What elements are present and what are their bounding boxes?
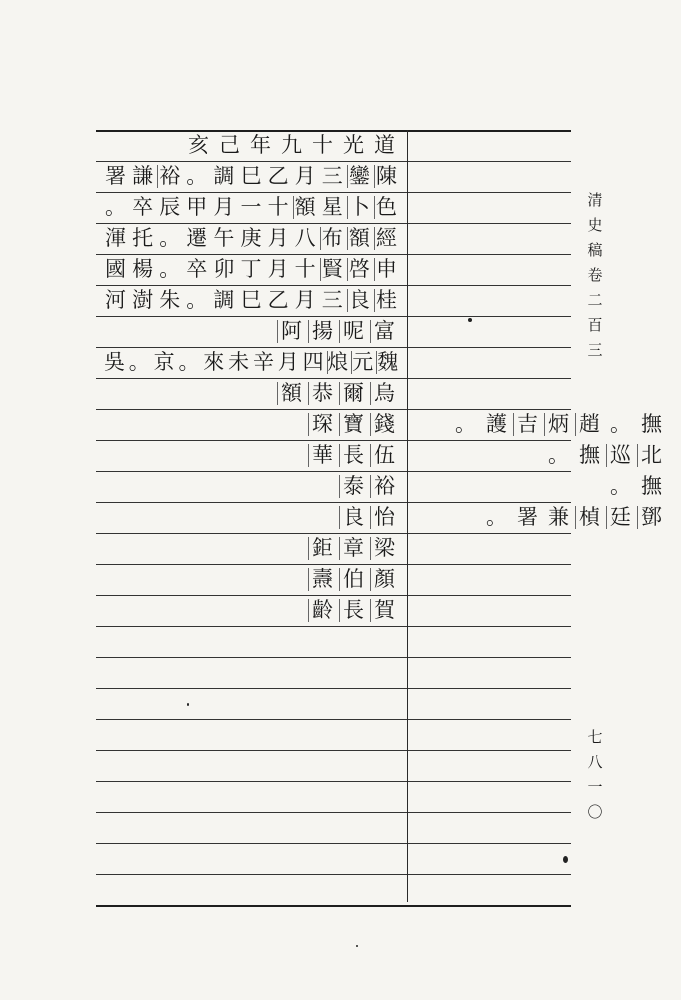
table-cell-char: 國 [105, 257, 127, 281]
table-cell-char: 。 [105, 195, 127, 219]
right-cell [414, 316, 667, 347]
row-divider [96, 812, 571, 813]
table-cell-char: 炳 [543, 409, 574, 440]
table-cell-char: 裕 [156, 161, 183, 192]
table-cell-char: 。 [455, 412, 476, 436]
table-cell-char: 趙 [574, 409, 605, 440]
table-cell-char: 啓 [346, 254, 373, 285]
left-cell [102, 533, 400, 564]
table-cell-char: 良 [338, 502, 369, 533]
table-row [96, 533, 571, 564]
table-row [96, 130, 571, 161]
table-cell-char: 烏 [369, 378, 400, 409]
table-cell-char: 十 [267, 195, 289, 219]
right-cell [414, 409, 667, 440]
row-divider [96, 843, 571, 844]
table-cell-char: 月 [267, 257, 289, 281]
left-cell [102, 254, 400, 285]
table-cell-char: 己 [219, 133, 240, 157]
table-row [96, 285, 571, 316]
table-cell-char: 申 [373, 254, 400, 285]
left-cell [102, 223, 400, 254]
table-cell-char: 月 [213, 195, 235, 219]
table-cell-char: 陳 [373, 161, 400, 192]
table-cell-char: 元 [350, 347, 375, 378]
table-cell-char: 廷 [605, 502, 636, 533]
row-divider [96, 781, 571, 782]
table-cell-char: 澍 [132, 288, 154, 312]
table-cell-char: 長 [338, 440, 369, 471]
table-cell-char: 錢 [369, 409, 400, 440]
ink-speck [468, 318, 472, 322]
table-row [96, 595, 571, 626]
table-cell-char: 四 [302, 350, 324, 374]
table-cell-char: 托 [132, 226, 154, 250]
table-cell-char: 。 [486, 505, 507, 529]
table-cell-char: 。 [128, 350, 150, 374]
table-cell-char: 吉 [512, 409, 543, 440]
table-cell-char: 十 [294, 257, 316, 281]
side-title-char: 史 [587, 216, 603, 234]
ink-speck [356, 945, 358, 947]
table-cell-char: 道 [374, 133, 395, 157]
ink-speck [563, 856, 568, 863]
table-cell-char: 庚 [240, 226, 262, 250]
right-cell [414, 285, 667, 316]
right-cell [414, 347, 667, 378]
right-cell [414, 595, 667, 626]
page-number-char: 八 [587, 753, 603, 771]
table-cell-char: 額 [346, 223, 373, 254]
table-cell-char: 伯 [338, 564, 369, 595]
table-cell-char: 伍 [369, 440, 400, 471]
table-row [96, 409, 662, 440]
side-title-char: 百 [587, 316, 603, 334]
table-cell-char: 華 [307, 440, 338, 471]
table-cell-char: 乙 [267, 164, 289, 188]
table-cell-char: 八 [294, 226, 316, 250]
table-cell-char: 齡 [307, 595, 338, 626]
table-cell-char: 桂 [373, 285, 400, 316]
table-cell-char: 渾 [105, 226, 127, 250]
table-cell-char: 。 [186, 164, 208, 188]
table-row [96, 471, 662, 502]
table-cell-char: 。 [610, 474, 631, 498]
table-cell-char: 巡 [605, 440, 636, 471]
table-cell-char: 卯 [213, 257, 235, 281]
table-cell-char: 額 [276, 378, 307, 409]
table-cell-char: 丁 [240, 257, 262, 281]
table-cell-char: 。 [610, 412, 631, 436]
table-cell-char: 未 [228, 350, 250, 374]
row-divider [96, 719, 571, 720]
table-cell-char: 巳 [240, 164, 262, 188]
table-cell-char: 呢 [338, 316, 369, 347]
table-cell-char: 撫 [641, 474, 662, 498]
table-cell-char: 星 [321, 195, 343, 219]
left-cell [102, 409, 400, 440]
right-cell [414, 564, 667, 595]
table-cell-char: 調 [213, 288, 235, 312]
right-cell [414, 223, 667, 254]
right-cell [414, 161, 667, 192]
left-cell [102, 502, 400, 533]
table-cell-char: 。 [159, 257, 181, 281]
table-row [96, 161, 571, 192]
table-cell-char: 。 [178, 350, 200, 374]
page-number [584, 725, 606, 825]
page-number-char: 七 [587, 728, 603, 746]
table-row [96, 378, 571, 409]
left-cell [102, 130, 400, 161]
left-cell [102, 285, 400, 316]
table-cell-char: 色 [373, 192, 400, 223]
table-cell-char: 額 [292, 192, 319, 223]
table-cell-char: 顏 [369, 564, 400, 595]
side-title [584, 188, 606, 363]
table-cell-char: 年 [250, 133, 271, 157]
table-cell-char: 鉅 [307, 533, 338, 564]
table-cell-char: 巳 [240, 288, 262, 312]
right-cell [414, 533, 667, 564]
right-cell [414, 471, 667, 502]
right-cell [414, 440, 667, 471]
table-cell-char: 寶 [338, 409, 369, 440]
table-cell-char: 月 [277, 350, 299, 374]
table-cell-char: 來 [203, 350, 225, 374]
table-cell-char: 光 [343, 133, 364, 157]
right-cell [414, 130, 667, 161]
page-number-char: 〇 [587, 803, 603, 821]
table-row [96, 502, 662, 533]
left-cell [102, 161, 400, 192]
table-cell-char: 鄧 [636, 502, 667, 533]
row-divider [96, 905, 571, 907]
table-cell-char: 京 [153, 350, 175, 374]
left-cell [102, 471, 400, 502]
table-cell-char: 卜 [346, 192, 373, 223]
table-row [96, 316, 571, 347]
side-title-char: 三 [587, 341, 603, 359]
table-cell-char: 魏 [375, 347, 400, 378]
row-divider [96, 657, 571, 658]
table-cell-char: 撫 [641, 412, 662, 436]
table-row [96, 564, 571, 595]
table-cell-char: 怡 [369, 502, 400, 533]
table-cell-char: 謙 [132, 164, 154, 188]
table-cell-char: 署 [517, 505, 538, 529]
table-cell-char: 三 [321, 288, 343, 312]
right-cell [414, 192, 667, 223]
table-cell-char: 梁 [369, 533, 400, 564]
side-title-char: 清 [587, 191, 603, 209]
table-cell-char: 亥 [188, 133, 209, 157]
table-cell-char: 署 [105, 164, 127, 188]
table-cell-char: 烺 [326, 347, 351, 378]
row-divider [96, 688, 571, 689]
table-cell-char: 賢 [319, 254, 346, 285]
table-cell-char: 午 [213, 226, 235, 250]
left-cell [102, 378, 400, 409]
table-cell-char: 長 [338, 595, 369, 626]
row-divider [96, 750, 571, 751]
table-cell-char: 琛 [307, 409, 338, 440]
table-cell-char: 爾 [338, 378, 369, 409]
table-cell-char: 兼 [548, 505, 569, 529]
table-cell-char: 鑾 [346, 161, 373, 192]
table-cell-char: 燾 [307, 564, 338, 595]
table-cell-char: 。 [548, 443, 569, 467]
table-cell-char: 朱 [159, 288, 181, 312]
right-cell [414, 378, 667, 409]
table-cell-char: 一 [240, 195, 262, 219]
table-cell-char: 。 [159, 226, 181, 250]
ink-speck [187, 703, 189, 706]
table-cell-char: 甲 [186, 195, 208, 219]
table-cell-char: 三 [321, 164, 343, 188]
table-cell-char: 十 [312, 133, 333, 157]
table-cell-char: 月 [267, 226, 289, 250]
table-cell-char: 楊 [132, 257, 154, 281]
table-row [96, 192, 571, 223]
table-cell-char: 乙 [267, 288, 289, 312]
table-cell-char: 良 [346, 285, 373, 316]
table-row [96, 347, 571, 378]
side-title-char: 卷 [587, 266, 603, 284]
table-row [96, 254, 571, 285]
table-cell-char: 月 [294, 288, 316, 312]
table-cell-char: 月 [294, 164, 316, 188]
table-cell-char: 布 [319, 223, 346, 254]
table-cell-char: 裕 [369, 471, 400, 502]
table-row [96, 440, 662, 471]
left-cell [102, 316, 400, 347]
table-cell-char: 卒 [186, 257, 208, 281]
table-cell-char: 九 [281, 133, 302, 157]
side-title-char: 稿 [587, 241, 603, 259]
table-cell-char: 恭 [307, 378, 338, 409]
table-cell-char: 遷 [186, 226, 208, 250]
table-cell-char: 河 [105, 288, 127, 312]
table-cell-char: 護 [486, 412, 507, 436]
page-number-char: 一 [587, 778, 603, 796]
side-title-char: 二 [587, 291, 603, 309]
table-cell-char: 北 [636, 440, 667, 471]
left-cell [102, 192, 400, 223]
row-divider [96, 874, 571, 875]
table-cell-char: 章 [338, 533, 369, 564]
table-cell-char: 調 [213, 164, 235, 188]
table-cell-char: 辛 [252, 350, 274, 374]
table-cell-char: 泰 [338, 471, 369, 502]
table-row [96, 223, 571, 254]
table-cell-char: 經 [373, 223, 400, 254]
left-cell [102, 595, 400, 626]
table-cell-char: 阿 [276, 316, 307, 347]
table-cell-char: 富 [369, 316, 400, 347]
table-cell-char: 賀 [369, 595, 400, 626]
right-cell [414, 502, 667, 533]
table-cell-char: 撫 [579, 443, 600, 467]
table-cell-char: 吳 [103, 350, 125, 374]
table-cell-char: 楨 [574, 502, 605, 533]
table-cell-char: 卒 [132, 195, 154, 219]
left-cell [102, 564, 400, 595]
table-cell-char: 辰 [159, 195, 181, 219]
table-cell-char: 揚 [307, 316, 338, 347]
row-divider [96, 626, 571, 627]
left-cell [102, 440, 400, 471]
right-cell [414, 254, 667, 285]
left-cell [102, 347, 400, 378]
table-cell-char: 。 [186, 288, 208, 312]
